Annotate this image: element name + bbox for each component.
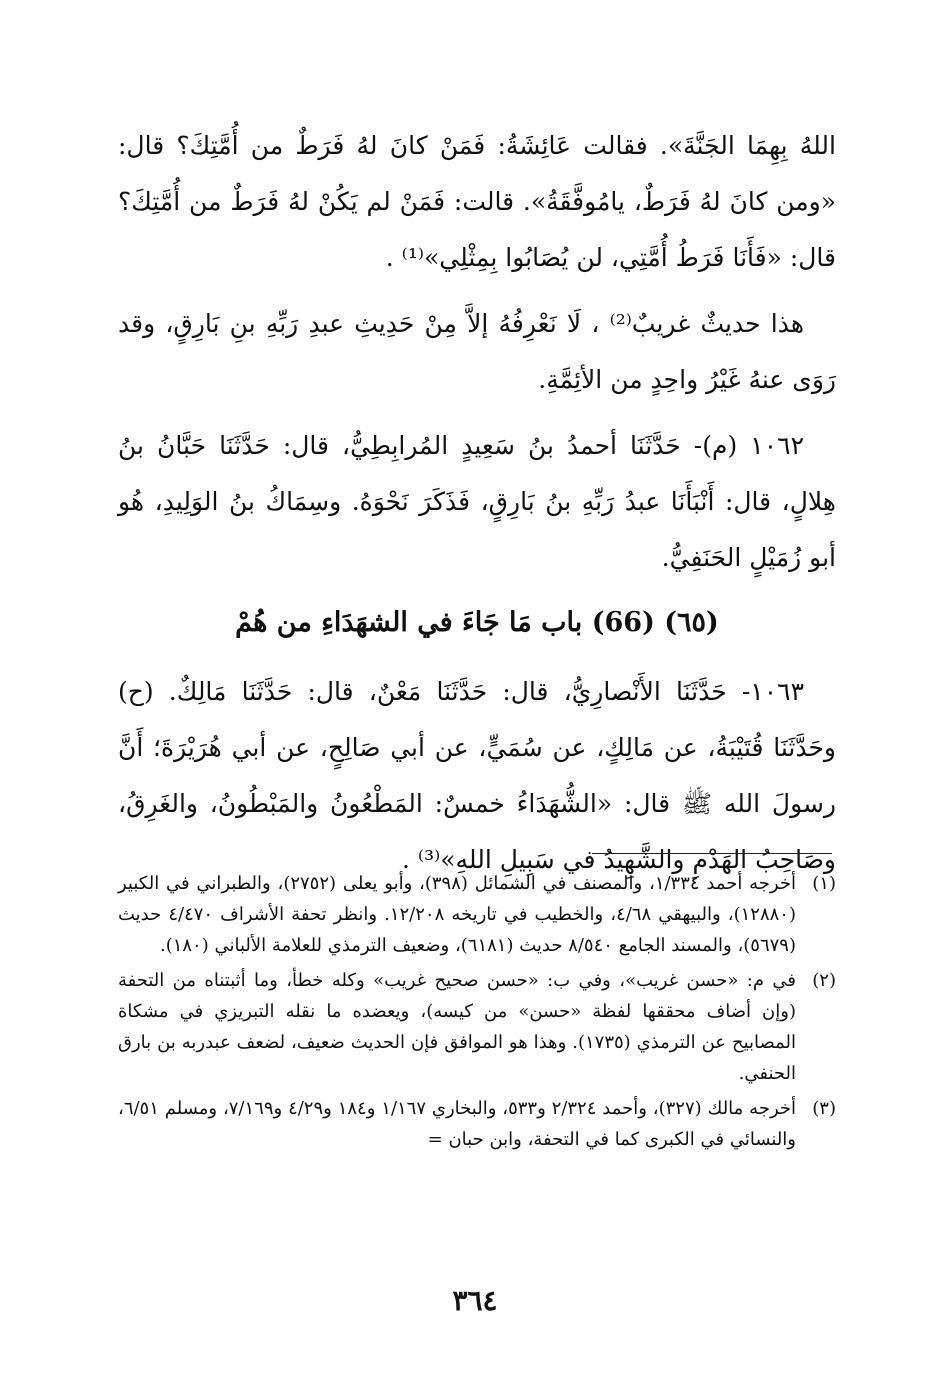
footnote-text: في م: «حسن غريب»، وفي ب: «حسن صحيح غريب» وكله خطأ، وما أثبتناه من التحفة (وإن أضاف محققها لفظة «حسن» من كيسه)، ويعضده ما نقله التبريزي في مشكاة المصابيح عن الترمذي (١٧٣٥). وهذا هو الموافق فإن الحديث ضعيف، لضعف عبدربه بن بارق الحنفي. — [118, 970, 797, 1084]
page-number: ٣٦٤ — [452, 1284, 498, 1317]
main-text — [118, 118, 836, 898]
footnote-item — [118, 965, 836, 1089]
paragraph-hadith-continuation: اللهُ بِهِمَا الجَنَّةَ». فقالت عَائِشَةُ: فَمَنْ كانَ لهُ فَرَطٌ من أُمَّتِكَ؟ قال: «ومن كانَ لهُ فَرَطٌ، يامُوفَّقَةُ». قالت: فَمَنْ لم يَكُنْ لهُ فَرَطٌ من أُمَّتِكَ؟قال: «فَأَنَا فَرَطُ أُمَّتِي، لن يُصَابُوا بِمِثْلِي»⁽¹⁾ . — [118, 131, 836, 272]
footnotes — [118, 868, 836, 1159]
footnote-number: (٣) — [812, 1098, 836, 1119]
footnote-item — [118, 868, 836, 961]
footnote-number: (٢) — [812, 970, 836, 991]
footnote-text: أخرجه أحمد ١/٣٣٤، والمصنف في الشمائل (٣٩٨)، وأبو يعلى (٢٧٥٢)، والطبراني في الكبير (١٢٨٨٠)، والبيهقي ٤/٦٨، والخطيب في تاريخه ١٢/٢٠٨. وانظر تحفة الأشراف ٤/٤٧٠ حديث (٥٦٧٩)، والمسند الجامع ٨/٥٤٠ حديث (٦١٨١)، وضعيف الترمذي للعلامة الألباني (١٨٠). — [118, 873, 796, 956]
paragraph-hadith-1063: ١٠٦٣- حَدَّثَنَا الأَنْصارِيُّ، قال: حَدَّثَنَا مَعْنٌ، قال: حَدَّثَنَا مَالِكٌ. (ح) وحَدَّثَنَا قُتَيْبَةُ، عن مَالِكٍ، عن سُمَيٍّ، عن أبي صَالِحٍ، عن أبي هُرَيْرَةَ؛ أَنَّ رسولَ الله ﷺ قال: «الشُّهَدَاءُ خمسٌ: المَطْعُونُ والمَبْطُونُ، والغَرِقُ، وصَاحِبُ الهَدْمِ والشَّهِيدُ في سَبِيلِ اللهِ»⁽³⁾ . — [118, 677, 836, 874]
chapter-heading: (٦٥) (66) باب مَا جَاءَ في الشهَدَاءِ من هُمْ — [235, 607, 719, 638]
footnote-divider — [592, 853, 832, 854]
footnote-number: (١) — [812, 873, 836, 894]
footnote-text: أخرجه مالك (٣٢٧)، وأحمد ٢/٣٢٤ و٥٣٣، والبخاري ١/١٦٧ و١٨٤ و٤/٢٩ و٧/١٦٩، ومسلم ٦/٥١، والنسائي في الكبرى كما في التحفة، وابن حبان = — [118, 1098, 796, 1150]
paragraph-hadith-1062: ١٠٦٢ (م)- حَدَّثَنَا أحمدُ بنُ سَعِيدٍ المُرابِطِيُّ، قال: حَدَّثَنَا حَبَّانُ بنُ هِلالٍ، قال: أَنْبَأَنَا عبدُ رَبِّهِ بنُ بَارِقٍ، فَذَكَرَ نَحْوَهُ. وسِمَاكُ بنُ الوَلِيدِ، هُو أبو زُمَيْلٍ الحَنَفِيُّ. — [118, 431, 836, 572]
footnote-item — [118, 1093, 836, 1155]
paragraph-grading: هذا حديثٌ غريبٌ⁽²⁾ ، لَا نَعْرِفُهُ إلاَّ مِنْ حَدِيثِ عبدِ رَبِّهِ بنِ بَارِقٍ، وقد رَوَى عنهُ غَيْرُ واحِدٍ من الأئِمَّةِ. — [118, 309, 836, 394]
